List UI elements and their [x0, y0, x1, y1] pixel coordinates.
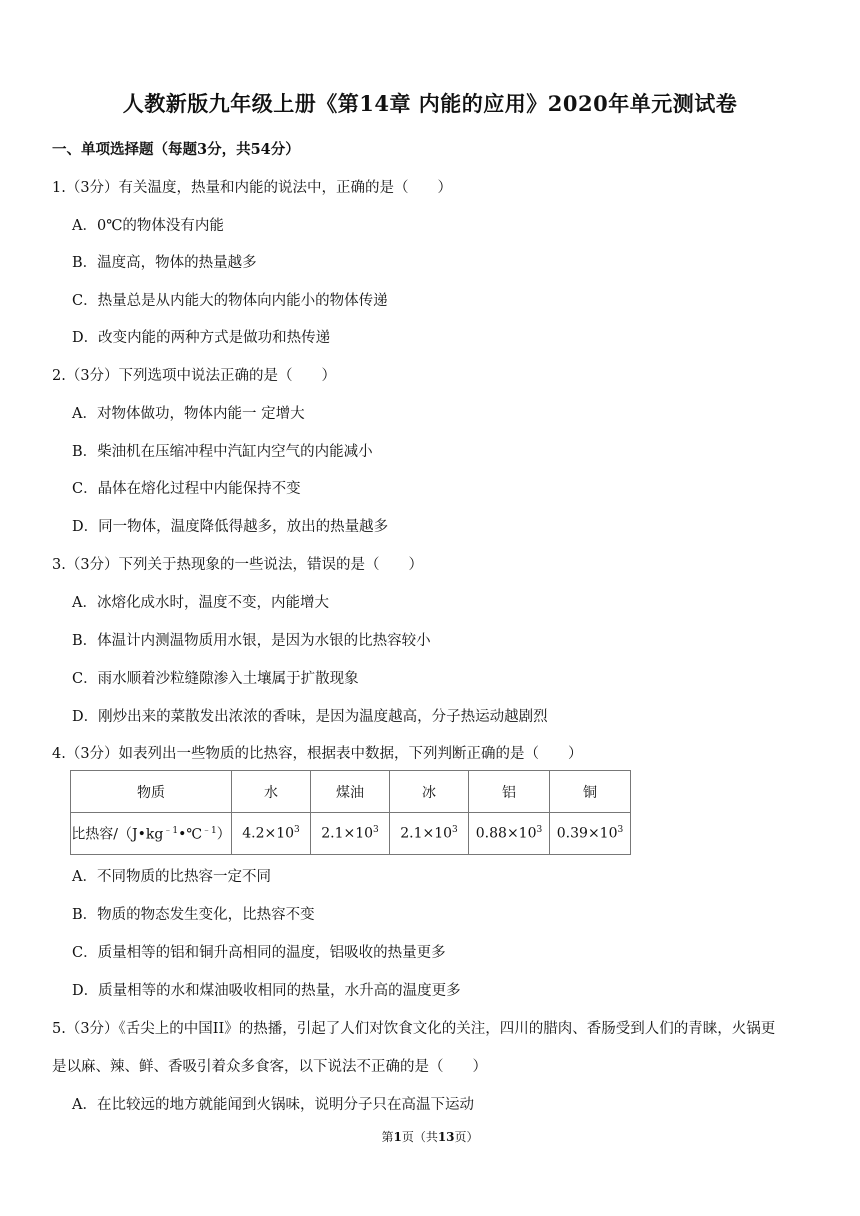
question-3-option-b: B．体温计内测温物质用水银，是因为水银的比热容较小 — [72, 633, 431, 649]
table-row — [71, 813, 631, 855]
question-3-stem: 3.（3分）下列关于热现象的一些说法，错误的是（ ） — [52, 557, 424, 573]
question-1-option-c: C．热量总是从内能大的物体向内能小的物体传递 — [72, 293, 388, 309]
page-number: 1 — [393, 1130, 402, 1144]
question-4-option-a: A．不同物质的比热容一定不同 — [72, 869, 271, 885]
table-cell: $2.1\times 10^3$ — [390, 813, 469, 855]
specific-heat-table — [70, 770, 631, 855]
question-2-stem: 2.（3分）下列选项中说法正确的是（ ） — [52, 368, 337, 384]
exam-title: 人教新版九年级上册《第14章 内能的应用》2020年单元测试卷 — [122, 91, 738, 116]
table-header-cell: 冰 — [390, 771, 469, 813]
question-2-option-d: D．同一物体，温度降低得越多，放出的热量越多 — [72, 519, 389, 535]
question-3-option-d: D．刚炒出来的菜散发出浓浓的香味，是因为温度越高，分子热运动越剧烈 — [72, 709, 548, 725]
table-row-label: 比热容$/(J•kg^{﹣1}•℃^{﹣1})$ — [71, 813, 232, 855]
table-cell: $0.39\times 10^3$ — [550, 813, 631, 855]
question-5-stem: 5.（3分）《舌尖上的中国II》的热播，引起了人们对饮食文化的关注，四川的腊肉、香肠受到人们的青睐，火锅更 — [52, 1021, 776, 1037]
page-total: 13 — [437, 1130, 455, 1144]
question-1-option-b: B．温度高，物体的热量越多 — [72, 255, 257, 271]
table-cell: $0.88\times 10^3$ — [469, 813, 550, 855]
question-4-option-c: C．质量相等的铝和铜升高相同的温度，铝吸收的热量更多 — [72, 945, 446, 961]
question-5-stem-continued: 是以麻、辣、鲜、香吸引着众多食客，以下说法不正确的是（ ） — [52, 1059, 487, 1075]
question-4-option-d: D．质量相等的水和煤油吸收相同的热量，水升高的温度更多 — [72, 983, 461, 999]
question-4-stem: 4.（3分）如表列出一些物质的比热容，根据表中数据，下列判断正确的是（ ） — [52, 746, 583, 762]
table-header-row — [71, 771, 631, 813]
question-3-option-c: C．雨水顺着沙粒缝隙渗入土壤属于扩散现象 — [72, 671, 359, 687]
table-cell: $4.2\times 10^3$ — [232, 813, 311, 855]
question-1-option-d: D．改变内能的两种方式是做功和热传递 — [72, 330, 331, 346]
question-3-option-a: A．冰熔化成水时，温度不变，内能增大 — [72, 595, 329, 611]
question-1-stem: 1.（3分）有关温度，热量和内能的说法中，正确的是（ ） — [52, 180, 453, 196]
table-header-cell: 铝 — [469, 771, 550, 813]
page-footer: 第1页（共13页） — [381, 1130, 479, 1144]
table-header-cell: 铜 — [550, 771, 631, 813]
question-2-option-a: A．对物体做功，物体内能一 定增大 — [72, 406, 305, 422]
question-1-option-a: A．0℃的物体没有内能 — [72, 218, 224, 234]
table-header-cell: 物质 — [71, 771, 232, 813]
section-heading: 一、单项选择题（每题3分，共54分） — [52, 141, 300, 158]
question-2-option-b: B．柴油机在压缩冲程中汽缸内空气的内能减小 — [72, 444, 373, 460]
question-5-option-a: A．在比较远的地方就能闻到火锅味，说明分子只在高温下运动 — [72, 1097, 474, 1113]
table-cell: $2.1\times 10^3$ — [311, 813, 390, 855]
table-header-cell: 煤油 — [311, 771, 390, 813]
question-4-option-b: B．物质的物态发生变化，比热容不变 — [72, 907, 315, 923]
question-2-option-c: C．晶体在熔化过程中内能保持不变 — [72, 481, 301, 497]
table-header-cell: 水 — [232, 771, 311, 813]
